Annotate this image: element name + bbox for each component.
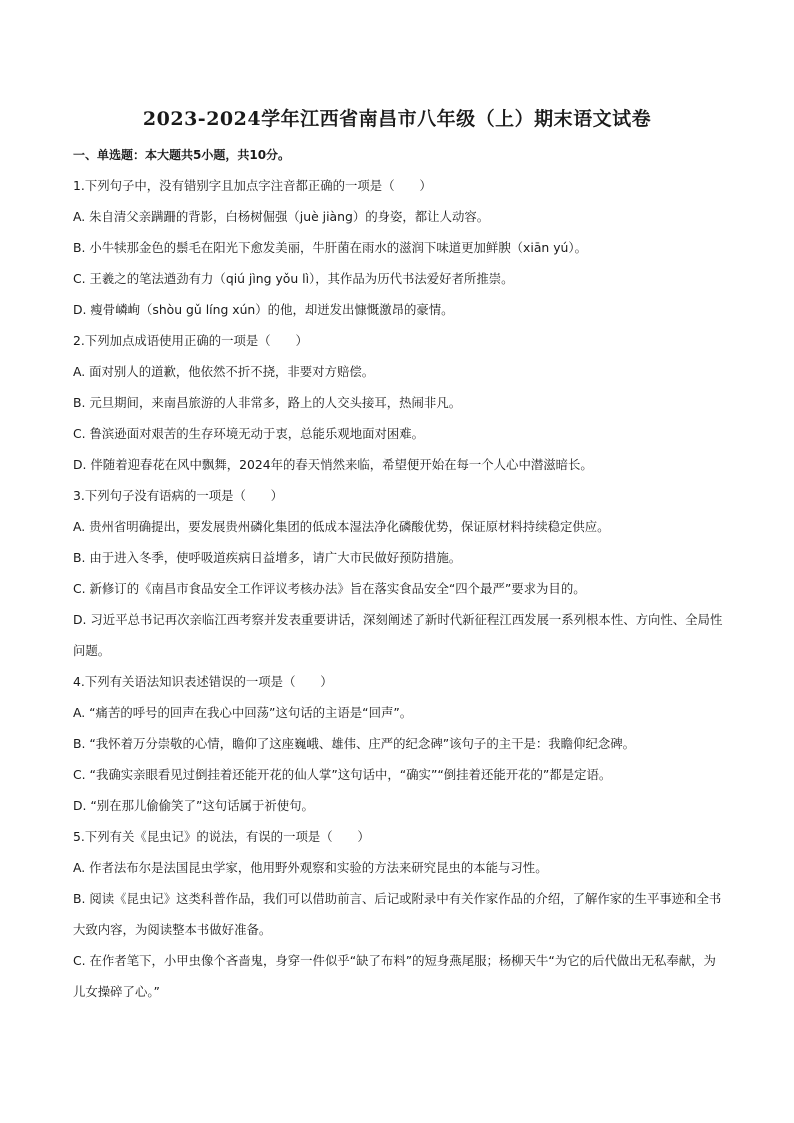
- question-5-option-a: A. 作者法布尔是法国昆虫学家，他用野外观察和实验的方法来研究昆虫的本能与习性。: [73, 860, 548, 875]
- question-3-stem: 3.下列句子没有语病的一项是（ ）: [73, 488, 284, 503]
- question-4-option-c: C. “我确实亲眼看见过倒挂着还能开花的仙人掌”这句话中，“确实”“倒挂着还能开花的”都是定语。: [73, 767, 612, 782]
- question-4-stem: 4.下列有关语法知识表述错误的一项是（ ）: [73, 674, 333, 689]
- question-2-option-a: A. 面对别人的道歉，他依然不折不挠，非要对方赔偿。: [73, 364, 375, 379]
- question-2-option-c: C. 鲁滨逊面对艰苦的生存环境无动于衷，总能乐观地面对困难。: [73, 426, 425, 441]
- question-1-stem: 1.下列句子中，没有错别字且加点字注音都正确的一项是（ ）: [73, 178, 432, 193]
- question-4-option-d: D. “别在那儿偷偷笑了”这句话属于祈使句。: [73, 798, 314, 813]
- question-2-stem: 2.下列加点成语使用正确的一项是（ ）: [73, 333, 308, 348]
- question-3-option-a: A. 贵州省明确提出，要发展贵州磷化集团的低成本湿法净化磷酸优势，保证原材料持续稳定供应。: [73, 519, 610, 534]
- question-2-option-b: B. 元旦期间，来南昌旅游的人非常多，路上的人交头接耳，热闹非凡。: [73, 395, 462, 410]
- question-5-option-c: C. 在作者笔下，小甲虫像个吝啬鬼，身穿一件似乎“缺了布料”的短身燕尾服；杨柳天牛“为它的后代做出无私奉献，为儿女操碎了心。”: [73, 953, 716, 999]
- question-1-option-b: B. 小牛犊那金色的鬃毛在阳光下愈发美丽，牛肝菌在雨水的滋润下味道更加鲜腴（xiān yú）。: [73, 240, 587, 255]
- question-1-option-c: C. 王羲之的笔法遒劲有力（qiú jìng yǒu lì），其作品为历代书法爱好者所推崇。: [73, 271, 514, 286]
- question-4-option-b: B. “我怀着万分崇敬的心情，瞻仰了这座巍峨、雄伟、庄严的纪念碑”该句子的主干是：我瞻仰纪念碑。: [73, 736, 636, 751]
- question-1-option-a: A. 朱自清父亲蹒跚的背影，白杨树倔强（juè jiàng）的身姿，都让人动容。: [73, 209, 490, 224]
- question-5-option-b: B. 阅读《昆虫记》这类科普作品，我们可以借助前言、后记或附录中有关作家作品的介绍，了解作家的生平事迹和全书大致内容，为阅读整本书做好准备。: [73, 891, 722, 937]
- question-2-option-d: D. 伴随着迎春花在风中飘舞，2024年的春天悄然来临，希望便开始在每一个人心中潜滋暗长。: [73, 457, 593, 472]
- question-3-option-b: B. 由于进入冬季，使呼吸道疾病日益增多，请广大市民做好预防措施。: [73, 550, 462, 565]
- question-5-stem: 5.下列有关《昆虫记》的说法，有误的一项是（ ）: [73, 829, 370, 844]
- section-heading: 一、单选题：本大题共5小题，共10分。: [73, 148, 291, 162]
- question-4-option-a: A. “痛苦的呼号的回声在我心中回荡”这句话的主语是“回声”。: [73, 705, 413, 720]
- question-3-option-d: D. 习近平总书记再次亲临江西考察并发表重要讲话，深刻阐述了新时代新征程江西发展一系列根本性、方向性、全局性问题。: [73, 612, 723, 658]
- question-1-option-d: D. 瘦骨嶙峋（shòu gǔ líng xún）的他，却迸发出慷慨激昂的豪情。: [73, 302, 454, 317]
- page-title: 2023-2024学年江西省南昌市八年级（上）期末语文试卷: [142, 108, 652, 130]
- question-3-option-c: C. 新修订的《南昌市食品安全工作评议考核办法》旨在落实食品安全“四个最严”要求为目的。: [73, 581, 586, 596]
